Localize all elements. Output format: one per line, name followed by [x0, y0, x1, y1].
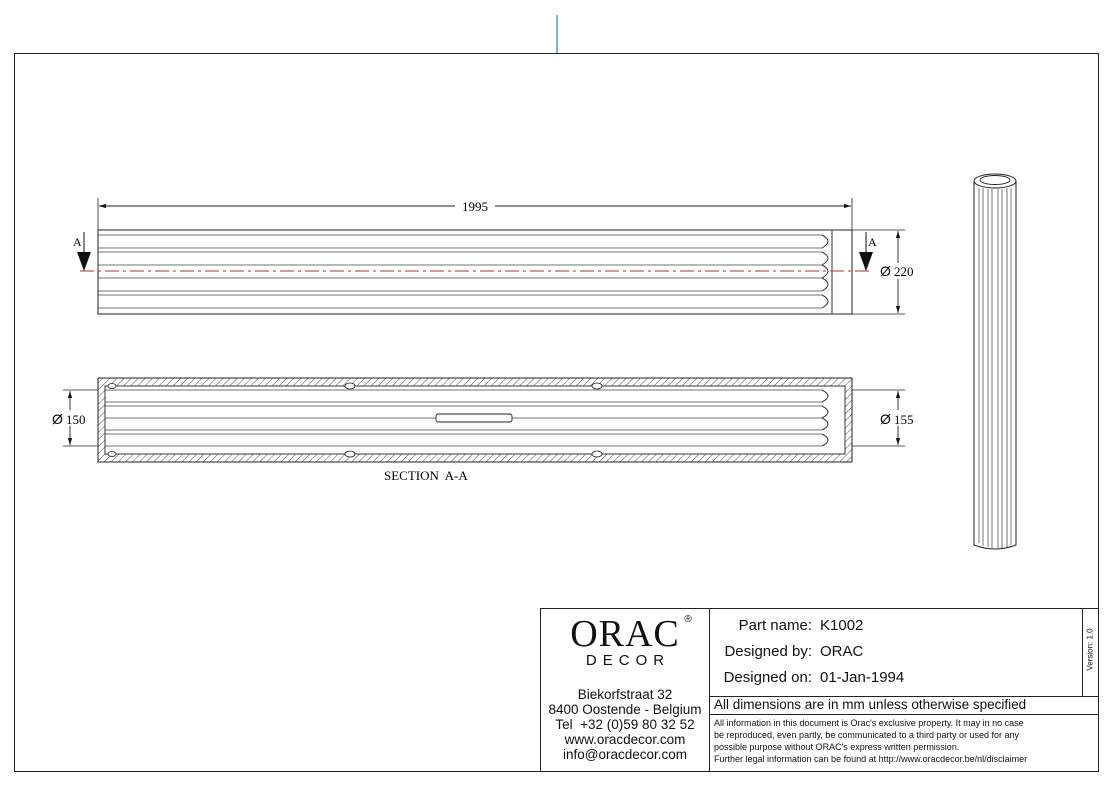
address-website: www.oracdecor.com	[564, 732, 686, 747]
company-address	[541, 687, 709, 762]
top-elevation-view	[73, 198, 918, 314]
designed-by-label: Designed by:	[724, 643, 812, 660]
section-marker-right: A	[868, 235, 877, 249]
section-view	[50, 378, 918, 483]
address-line: Biekorfstraat 32	[577, 687, 673, 702]
diameter-150-symbol: Ø	[52, 411, 63, 427]
legal-notice	[714, 717, 1027, 765]
company-logo	[541, 612, 709, 669]
legal-line: be reproduced, even partly, be communicated to a third party or used for any	[714, 730, 1020, 740]
section-marker-left: A	[73, 235, 82, 249]
diameter-220-text: 220	[894, 264, 914, 279]
diameter-150-text: 150	[66, 412, 86, 427]
logo-main: ORAC	[570, 613, 680, 655]
diameter-220-symbol: Ø	[880, 263, 891, 279]
designed-by-value: ORAC	[820, 643, 864, 660]
legal-line: possible purpose without ORAC's express written permission.	[714, 742, 960, 752]
logo-registered: ®	[684, 614, 692, 625]
address-email: info@oracdecor.com	[562, 747, 687, 762]
logo-sub: DECOR	[585, 652, 671, 669]
legal-line: All information in this document is Orac's exclusive property. It may in no case	[714, 718, 1024, 728]
part-name-label: Part name:	[738, 617, 812, 634]
length-dimension-text: 1995	[462, 199, 488, 214]
version-label: Version: 1.0	[1085, 628, 1095, 671]
designed-on-label: Designed on:	[723, 669, 812, 686]
legal-line: Further legal information can be found at http://www.oracdecor.be/nl/disclaimer	[714, 754, 1028, 764]
section-label: SECTION A-A	[384, 468, 468, 483]
column-isometric-view	[974, 174, 1016, 549]
part-name-value: K1002	[820, 617, 864, 634]
designed-on-value: 01-Jan-1994	[820, 669, 905, 686]
diameter-155-text: 155	[894, 412, 914, 427]
address-line: 8400 Oostende - Belgium	[548, 702, 702, 717]
dimensions-note: All dimensions are in mm unless otherwise specified	[714, 697, 1027, 712]
address-phone: Tel +32 (0)59 80 32 52	[555, 717, 695, 732]
diameter-155-symbol: Ø	[880, 411, 891, 427]
